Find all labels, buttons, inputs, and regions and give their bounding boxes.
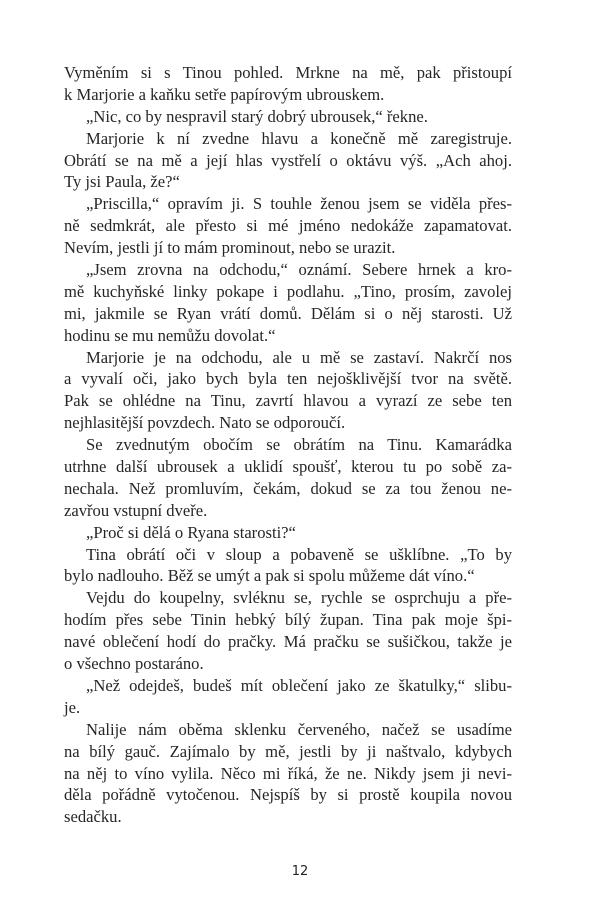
paragraph <box>64 587 512 675</box>
paragraph <box>64 106 512 128</box>
paragraph <box>64 544 512 588</box>
text-line: Obrátí se na mě a její hlas vystřelí o oktávu výš. „Ach ahoj. <box>64 150 512 170</box>
paragraph <box>64 128 512 194</box>
text-line: hodím přes sebe Tinin hebký bílý župan. Tina pak moje špi- <box>64 610 512 630</box>
text-line: Tina obrátí oči v sloup a pobaveně se ušklíbne. „To by <box>86 544 512 564</box>
text-line: mi, jakmile se Ryan vrátí domů. Dělám si o něj starosti. Už <box>64 303 512 323</box>
body-text <box>64 62 512 828</box>
text-line: ně sedmkrát, ale přesto si mé jméno nedokáže zapamatovat. <box>64 216 512 236</box>
paragraph <box>64 259 512 347</box>
text-line: Marjorie je na odchodu, ale u mě se zastaví. Nakrčí nos <box>86 347 512 367</box>
paragraph <box>64 522 512 544</box>
text-line: Marjorie k ní zvedne hlavu a konečně mě zaregistruje. <box>86 128 512 148</box>
text-line: Nevím, jestli jí to mám prominout, nebo se urazit. <box>64 238 396 258</box>
text-line: „Proč si dělá o Ryana starosti?“ <box>86 522 296 542</box>
paragraph <box>64 62 512 106</box>
text-line: k Marjorie a kaňku setře papírovým ubrouskem. <box>64 84 385 104</box>
text-line: bylo nadlouho. Běž se umýt a pak si spolu můžeme dát víno.“ <box>64 566 475 586</box>
paragraph <box>64 719 512 828</box>
text-line: Pak se ohlédne na Tinu, zavrtí hlavou a vyrazí ze sebe ten <box>64 391 512 411</box>
text-line: navé oblečení hodí do pračky. Má pračku se sušičkou, takže je <box>64 632 512 652</box>
text-line: hodinu se mu nemůžu dovolat.“ <box>64 325 276 345</box>
paragraph <box>64 675 512 719</box>
page-number: 12 <box>291 864 309 879</box>
text-line: Vyměním si s Tinou pohled. Mrkne na mě, pak přistoupí <box>64 63 512 82</box>
text-line: Se zvednutým obočím se obrátím na Tinu. Kamarádka <box>86 435 512 455</box>
text-line: o všechno postaráno. <box>64 654 204 674</box>
text-line: utrhne další ubrousek a uklidí spoušť, kterou tu po sobě za- <box>64 457 512 477</box>
text-line: „Nic, co by nespravil starý dobrý ubrousek,“ řekne. <box>86 106 428 126</box>
text-line: sedačku. <box>64 807 122 827</box>
text-line: na bílý gauč. Zajímalo by mě, jestli by ji naštvalo, kdybych <box>64 741 512 761</box>
paragraph <box>64 193 512 259</box>
text-line: Nalije nám oběma sklenku červeného, načež se usadíme <box>86 719 512 739</box>
text-line: „Než odejdeš, budeš mít oblečení jako ze škatulky,“ slibu- <box>86 675 512 695</box>
text-line: zavřou vstupní dveře. <box>64 500 208 520</box>
text-line: nechala. Než promluvím, čekám, dokud se za tou ženou ne- <box>64 478 512 498</box>
text-line: a vyvalí oči, jako bych byla ten nejošklivější tvor na světě. <box>64 369 512 389</box>
text-line: mě kuchyňské linky pokape i podlahu. „Tino, prosím, zavolej <box>64 281 512 301</box>
text-line: „Jsem zrovna na odchodu,“ oznámí. Sebere hrnek a kro- <box>86 260 512 280</box>
text-line: Ty jsi Paula, že?“ <box>64 172 180 192</box>
paragraph <box>64 434 512 522</box>
text-line: děla pořádně vytočenou. Nejspíš by si prostě koupila novou <box>64 785 512 805</box>
paragraph <box>64 347 512 435</box>
text-line: na něj to víno vylila. Něco mi říká, že ne. Nikdy jsem ji nevi- <box>64 763 512 783</box>
text-line: je. <box>64 697 81 717</box>
text-line: Vejdu do koupelny, svléknu se, rychle se osprchuju a pře- <box>86 588 512 608</box>
text-line: nejhlasitější povzdech. Nato se odporoučí. <box>64 413 346 433</box>
text-line: „Priscilla,“ opravím ji. S touhle ženou jsem se viděla přes- <box>86 194 512 214</box>
